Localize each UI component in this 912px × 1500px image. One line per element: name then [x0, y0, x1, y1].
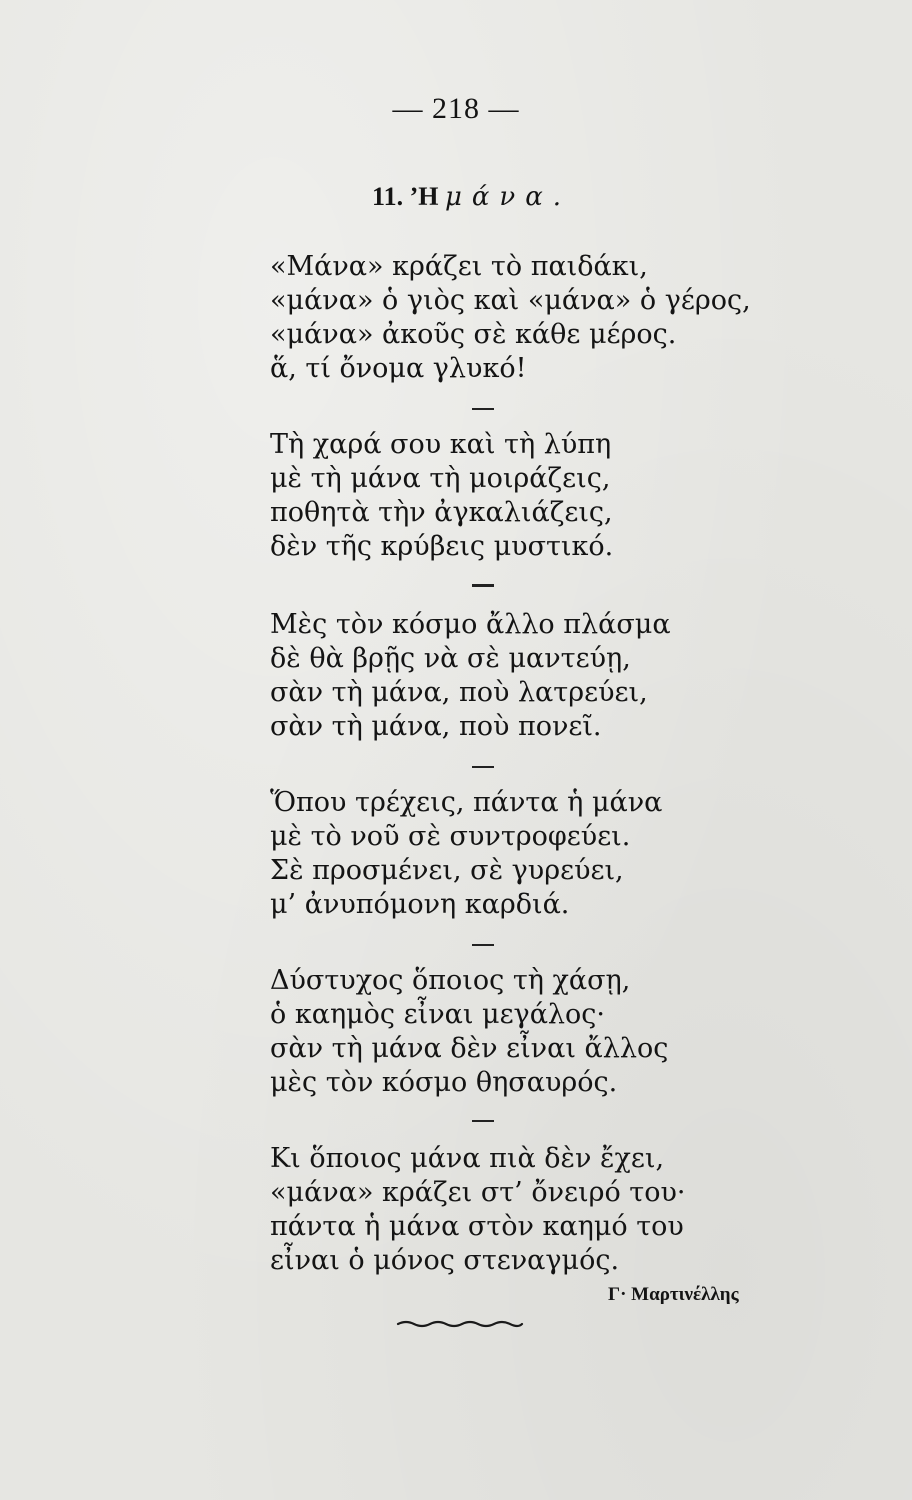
verse-line: Τὴ χαρά σου καὶ τὴ λύπη: [270, 429, 612, 460]
stanza-divider: [472, 944, 494, 946]
stanza-divider: [472, 408, 494, 410]
poem-title: [372, 182, 571, 212]
verse-line: εἶναι ὁ μόνος στεναγμός.: [270, 1245, 620, 1276]
stanza-3: [270, 608, 830, 744]
verse-line: Μὲς τὸν κόσμο ἄλλο πλάσμα: [270, 609, 671, 640]
verse-line: μὲ τὴ μάνα τὴ μοιράζεις,: [270, 463, 611, 494]
verse-line: πάντα ἡ μάνα στὸν καημό του: [270, 1211, 684, 1242]
poem-title-article: ’Η: [409, 182, 439, 211]
stanza-divider: [472, 1120, 494, 1122]
stanza-5: [270, 964, 830, 1100]
stanza-divider: [472, 766, 494, 768]
stanza-4: [270, 786, 830, 922]
stanza-6: [270, 1142, 830, 1278]
verse-line: μὲς τὸν κόσμο θησαυρός.: [270, 1067, 618, 1098]
stanza-1: [270, 250, 830, 386]
verse-line: «μάνα» ὁ γιὸς καὶ «μάνα» ὁ γέρος,: [270, 285, 751, 316]
verse-line: ἅ, τί ὄνομα γλυκό!: [270, 353, 527, 384]
verse-line: σὰν τὴ μάνα, ποὺ λατρεύει,: [270, 677, 648, 708]
tailpiece-ornament-icon: [396, 1318, 524, 1328]
verse-line: Κι ὅποιος μάνα πιὰ δὲν ἔχει,: [270, 1143, 665, 1174]
stanza-divider: [472, 584, 494, 587]
verse-line: σὰν τὴ μάνα, ποὺ πονεῖ.: [270, 711, 602, 742]
verse-line: Ὅπου τρέχεις, πάντα ἡ μάνα: [270, 787, 663, 818]
verse-line: ὁ καημὸς εἶναι μεγάλος·: [270, 999, 605, 1030]
verse-line: Δύστυχος ὅποιος τὴ χάσῃ,: [270, 965, 631, 996]
verse-line: σὰν τὴ μάνα δὲν εἶναι ἄλλος: [270, 1033, 669, 1064]
verse-line: «μάνα» ἀκοῦς σὲ κάθε μέρος.: [270, 319, 677, 350]
verse-line: δὲ θὰ βρῇς νὰ σὲ μαντεύῃ,: [270, 643, 631, 674]
author-signature: Γ· Μαρτινέλλης: [608, 1284, 739, 1305]
verse-line: «μάνα» κράζει στ’ ὄνειρό του·: [270, 1177, 686, 1208]
verse-line: ποθητὰ τὴν ἀγκαλιάζεις,: [270, 497, 613, 528]
poem-title-word: μάνα.: [444, 182, 572, 212]
verse-line: μ’ ἀνυπόμονη καρδιά.: [270, 889, 570, 920]
verse-line: «Μάνα» κράζει τὸ παιδάκι,: [270, 251, 648, 282]
page-number: — 218 —: [392, 92, 520, 125]
poem-number: 11.: [372, 182, 404, 211]
verse-line: Σὲ προσμένει, σὲ γυρεύει,: [270, 855, 624, 886]
verse-line: δὲν τῆς κρύβεις μυστικό.: [270, 531, 614, 562]
verse-line: μὲ τὸ νοῦ σὲ συντροφεύει.: [270, 821, 631, 852]
stanza-2: [270, 428, 830, 564]
